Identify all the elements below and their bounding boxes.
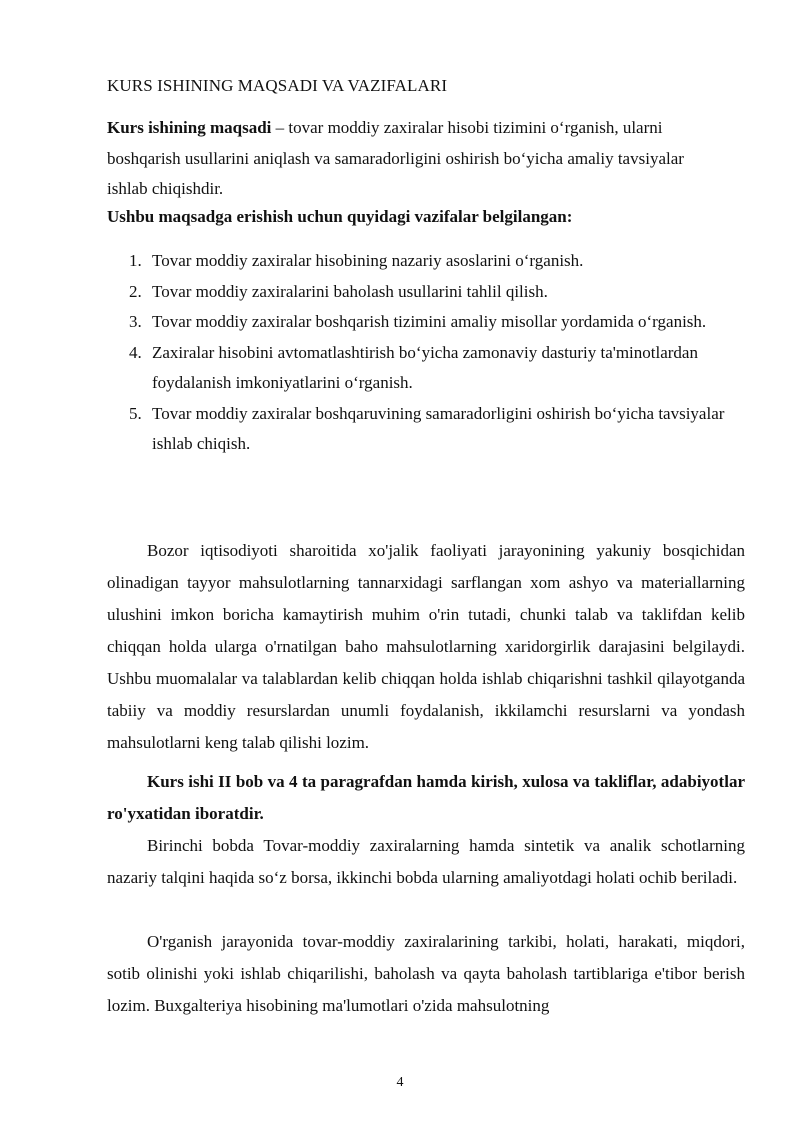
list-item-number: 4. <box>129 342 142 362</box>
paragraph-text: O'rganish jarayonida tovar-moddiy zaxiralarining tarkibi, holati, harakati, miqdori, sotib olinishi yoki ishlab chiqarilishi, baholash va qayta baholash tartiblariga e'tibor berish lozim. Buxgalteriya hisobining ma'lumotlari o'zida mahsulotning <box>107 932 745 1015</box>
paragraph-text: Kurs ishi II bob va 4 ta paragrafdan hamda kirish, xulosa va takliflar, adabiyotlar ro'yxatidan iboratdir. <box>107 772 745 823</box>
list-item-text: Tovar moddiy zaxiralar boshqaruvining samaradorligini oshirish bo‘yicha tavsiyalar ishlab chiqish. <box>152 403 725 453</box>
tasks-title: Ushbu maqsadga erishish uchun quyidagi vazifalar belgilangan: <box>107 207 573 226</box>
list-item-number: 3. <box>129 312 142 331</box>
list-item-text: Tovar moddiy zaxiralar boshqarish tizimini amaliy misollar yordamida o‘rganish. <box>152 312 707 331</box>
list-item-text: Zaxiralar hisobini avtomatlashtirish bo‘yicha zamonaviy dasturiy ta'minotlardan foydalanish imkoniyatlarini o‘rganish. <box>152 342 698 392</box>
list-item <box>107 277 727 308</box>
body-paragraph <box>107 535 745 759</box>
paragraph-text: Birinchi bobda Tovar-moddiy zaxiralarning hamda sintetik va analik schotlarning nazariy talqini haqida so‘z borsa, ikkinchi bobda ularning amaliyotdagi holati ochib beriladi. <box>107 836 745 887</box>
page-number: 4 <box>396 1075 404 1090</box>
paragraph-text: Bozor iqtisodiyoti sharoitida xo'jalik faoliyati jarayonining yakuniy bosqichidan olinadigan tayyor mahsulotlarning tannarxidagi sarflangan xom ashyo va materiallarning ulushini imkon boricha kamaytirish muhim o'rin tutadi, chunki talab va taklifdan kelib chiqqan holda ularga o'rnatilgan baho mahsulotlarning xaridorgirlik darajasini belgilaydi. Ushbu muomalalar va talablardan kelib chiqqan holda ishlab chiqarishni tashkil qilayotganda tabiiy va moddiy resurslardan unumli foydalanish, ikkilamchi resurslarni va yondash mahsulotlarni keng talab qilishi lozim. <box>107 541 745 752</box>
list-item-text: Tovar moddiy zaxiralar hisobining nazariy asoslarini o‘rganish. <box>152 251 584 270</box>
list-item <box>107 307 727 338</box>
tasks-list <box>107 246 727 460</box>
purpose-label: Kurs ishining maqsadi <box>107 118 272 137</box>
list-item-number: 2. <box>129 281 142 301</box>
section-heading: KURS ISHINING MAQSADI VA VAZIFALARI <box>107 76 448 95</box>
body-paragraph <box>107 830 745 894</box>
list-item <box>107 246 727 277</box>
structure-paragraph <box>107 766 745 830</box>
list-item <box>107 399 727 460</box>
list-item-text: Tovar moddiy zaxiralarini baholash usullarini tahlil qilish. <box>152 281 548 301</box>
purpose-text: – tovar moddiy zaxiralar hisobi tizimini o‘rganish, ularni boshqarish usullarini aniqlash va samaradorligini oshirish bo‘yicha amaliy tavsiyalar ishlab chiqishdir. <box>107 118 684 198</box>
body-paragraph <box>107 926 745 1022</box>
list-item-number: 1. <box>129 251 142 270</box>
purpose-paragraph <box>107 113 727 205</box>
list-item-number: 5. <box>129 403 142 423</box>
list-item <box>107 338 727 399</box>
